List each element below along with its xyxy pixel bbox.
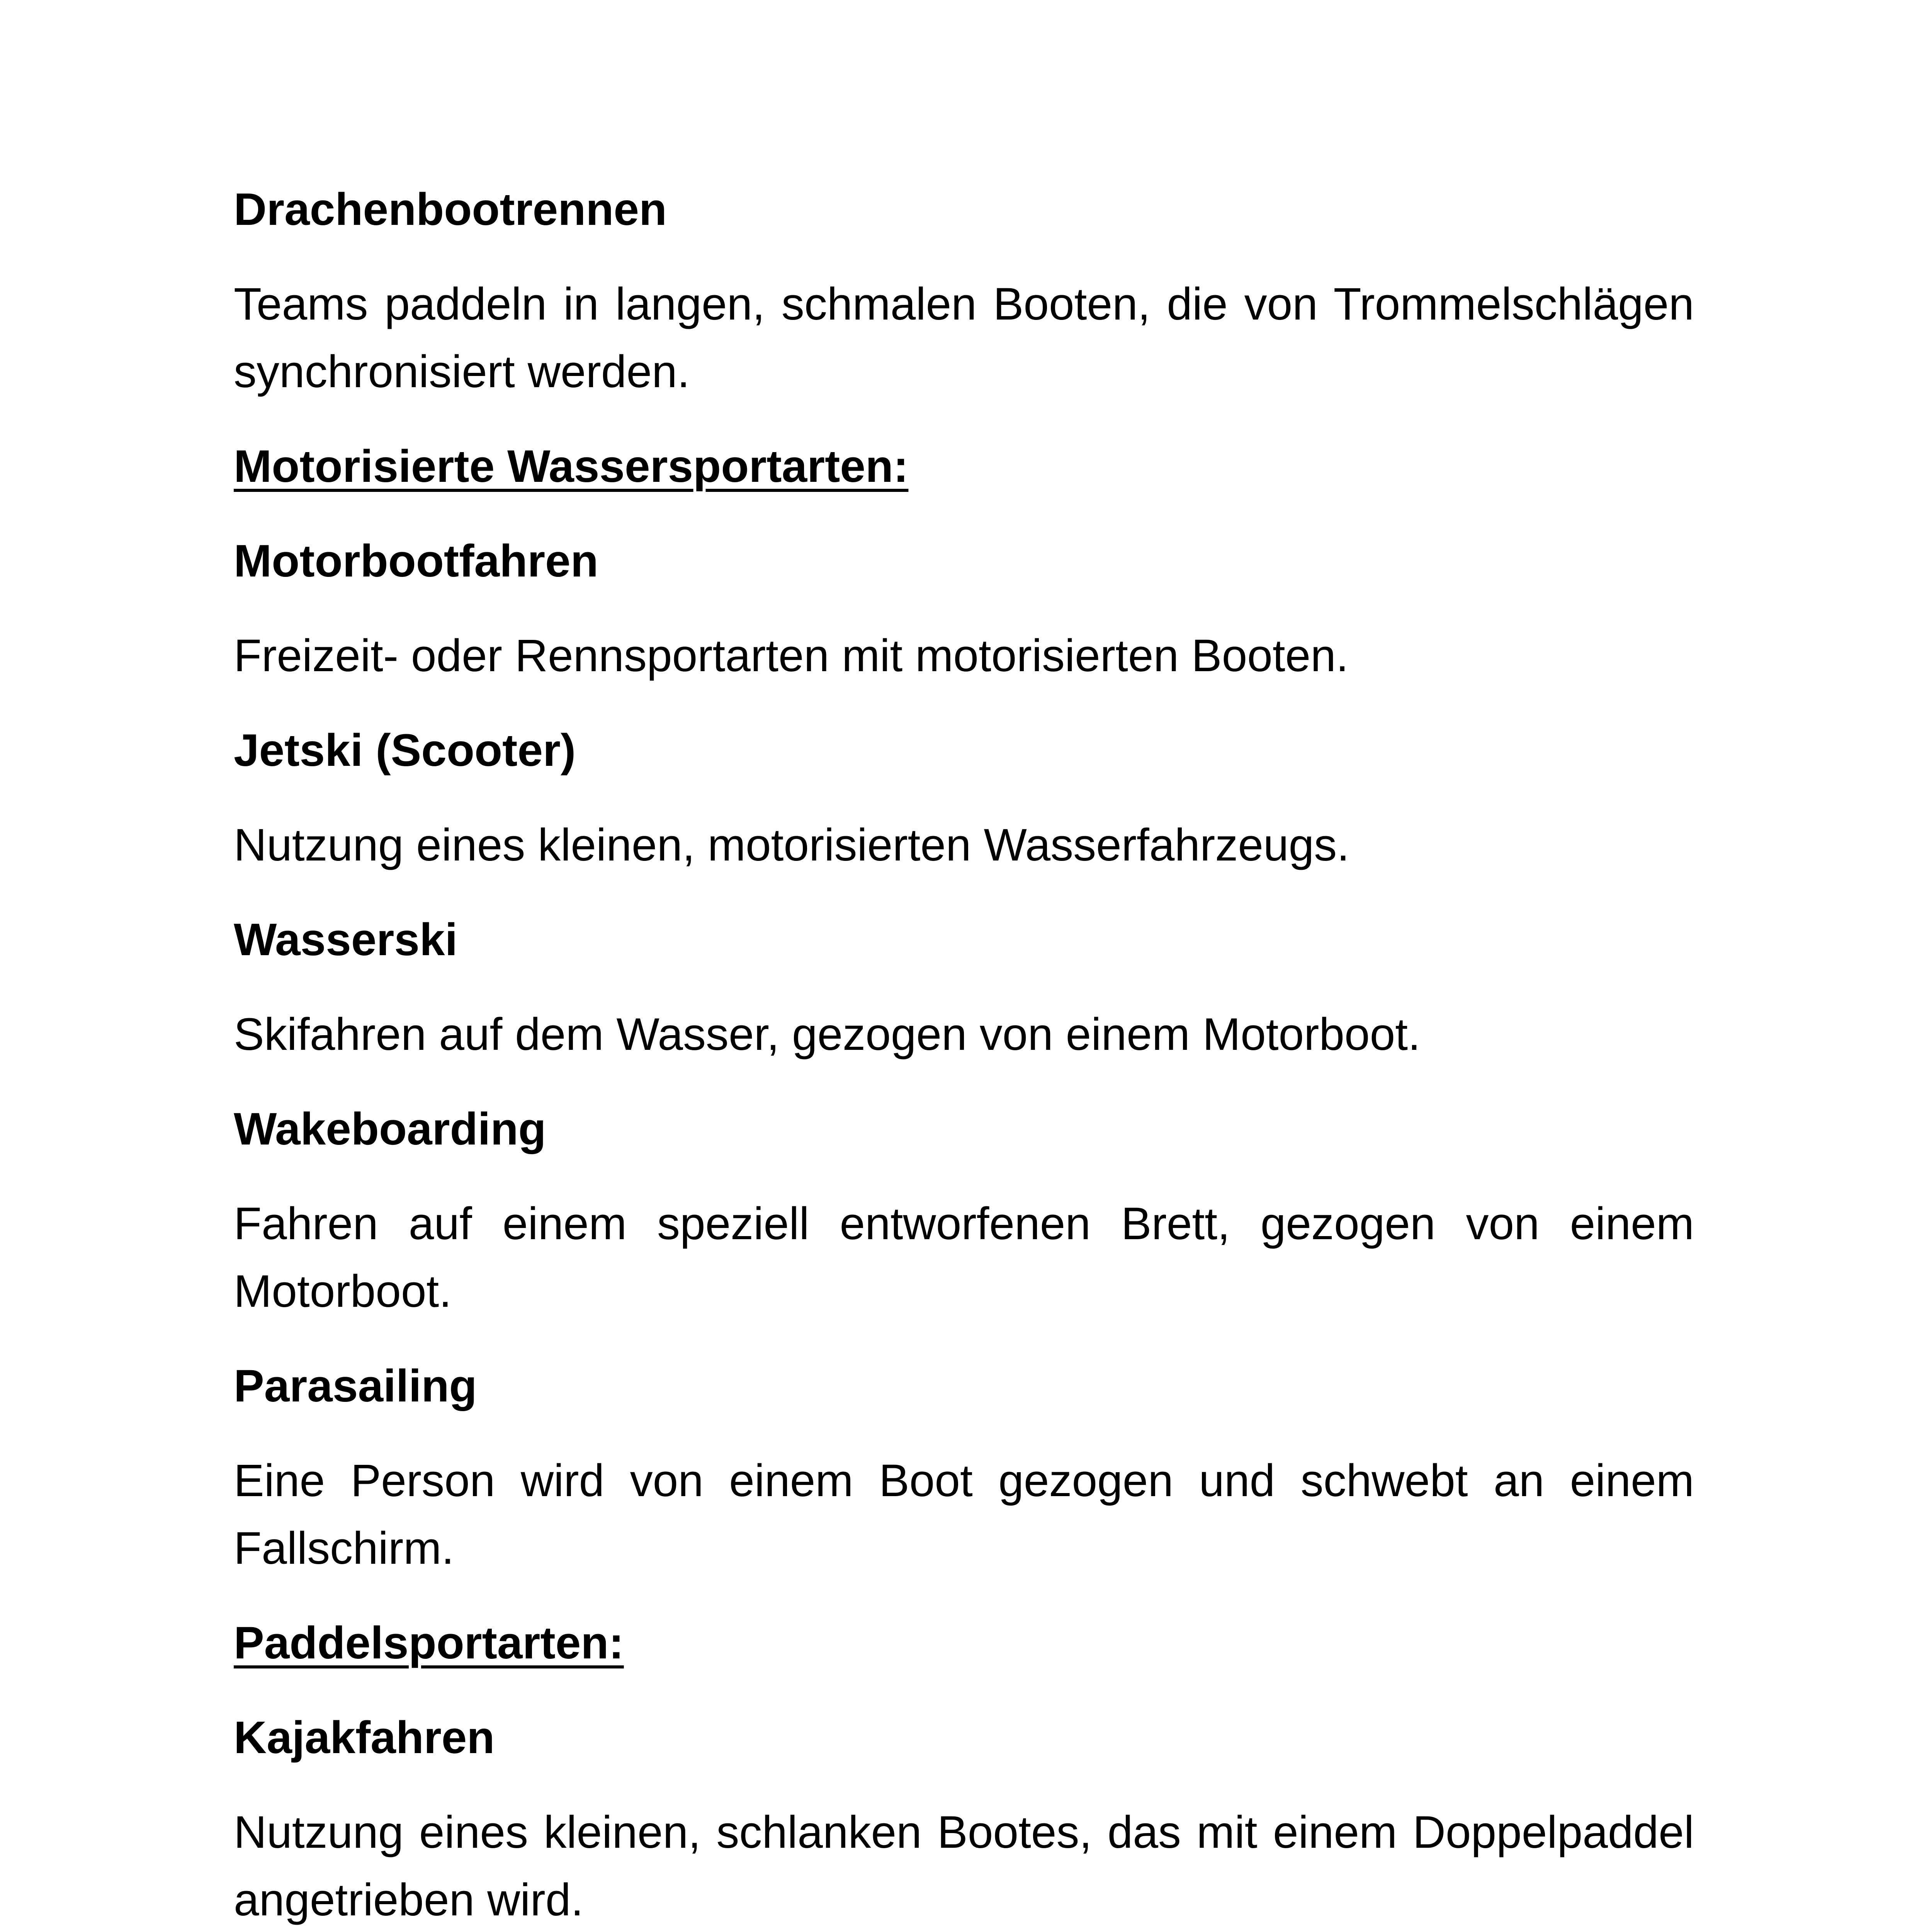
paragraph-jetski: Nutzung eines kleinen, motorisierten Wasserfahrzeugs. bbox=[234, 820, 1350, 871]
paragraph-kajakfahren: Nutzung eines kleinen, schlanken Bootes, das mit einem Doppelpaddel angetrieben wird. bbox=[234, 1807, 1694, 1925]
heading-kajakfahren: Kajakfahren bbox=[234, 1712, 495, 1763]
heading-wakeboarding: Wakeboarding bbox=[234, 1104, 546, 1155]
page-content bbox=[234, 176, 1694, 1932]
section-title-motorisierte-wassersportarten: Motorisierte Wassersportarten: bbox=[234, 441, 909, 492]
paragraph-drachenbootrennen: Teams paddeln in langen, schmalen Booten, die von Trommelschlägen synchronisiert werden. bbox=[234, 279, 1694, 397]
paragraph-motorbootfahren: Freizeit- oder Rennsportarten mit motorisierten Booten. bbox=[234, 630, 1349, 681]
heading-parasailing: Parasailing bbox=[234, 1361, 477, 1412]
heading-wasserski: Wasserski bbox=[234, 914, 458, 965]
heading-motorbootfahren: Motorbootfahren bbox=[234, 536, 598, 587]
paragraph-wasserski: Skifahren auf dem Wasser, gezogen von einem Motorboot. bbox=[234, 1009, 1421, 1060]
section-title-paddelsportarten: Paddelsportarten: bbox=[234, 1617, 624, 1668]
paragraph-wakeboarding: Fahren auf einem speziell entworfenen Brett, gezogen von einem Motorboot. bbox=[234, 1198, 1694, 1317]
heading-jetski: Jetski (Scooter) bbox=[234, 725, 576, 776]
paragraph-parasailing: Eine Person wird von einem Boot gezogen und schwebt an einem Fallschirm. bbox=[234, 1455, 1694, 1574]
heading-drachenbootrennen: Drachenbootrennen bbox=[234, 184, 667, 235]
